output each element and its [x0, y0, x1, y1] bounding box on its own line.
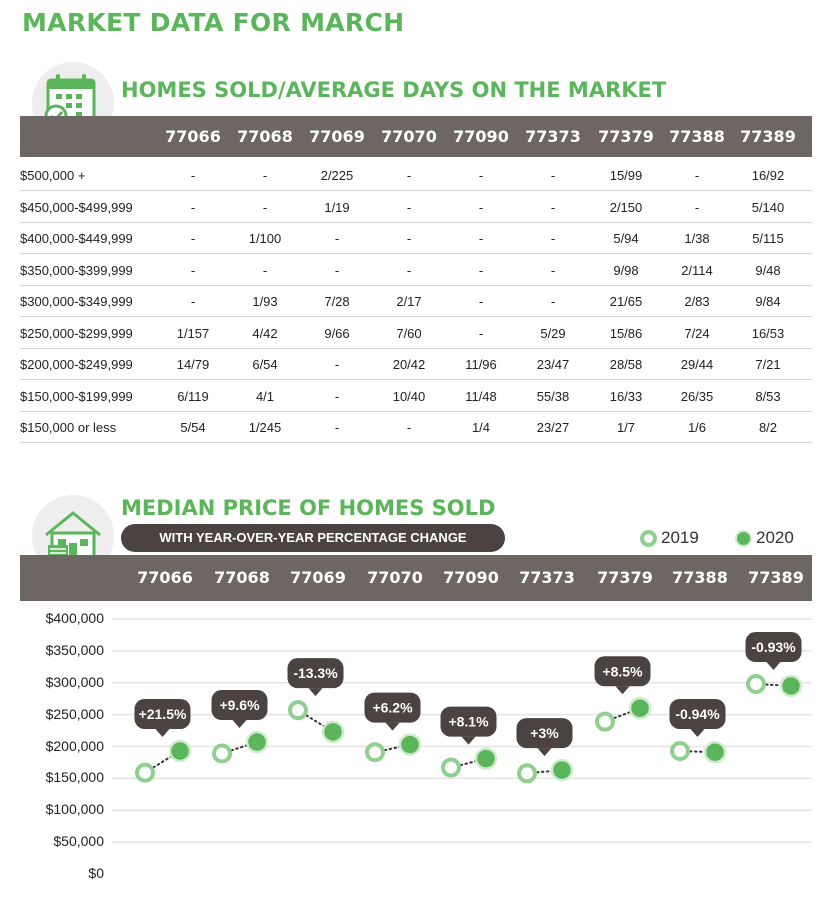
- table-cell: -: [478, 294, 484, 309]
- y-tick-label: $400,000: [45, 610, 104, 626]
- y-tick-label: $200,000: [45, 737, 104, 754]
- change-bubble-pointer: [309, 688, 323, 696]
- row-label: $400,000-$449,999: [20, 231, 133, 246]
- table-cell: 9/66: [324, 325, 350, 341]
- table-cell: -: [694, 168, 700, 183]
- median-price-title: MEDIAN PRICE OF HOMES SOLD: [121, 496, 496, 520]
- table-cell: 9/48: [755, 262, 781, 278]
- table-cell: -: [550, 294, 556, 309]
- change-bubble-pointer: [462, 737, 476, 745]
- table-cell: 8/2: [758, 420, 778, 435]
- row-label: $250,000-$299,999: [20, 325, 133, 341]
- chart-column-header: 77389: [748, 568, 804, 587]
- table-cell: 16/92: [751, 168, 785, 183]
- table-cell: 15/86: [609, 325, 643, 341]
- table-cell: 7/24: [684, 325, 710, 341]
- chart-subtitle: WITH YEAR-OVER-YEAR PERCENTAGE CHANGE: [121, 524, 505, 552]
- change-bubble-pointer: [233, 720, 247, 728]
- table-cell: 4/42: [252, 325, 278, 341]
- chart-column-header: 77070: [367, 568, 423, 587]
- column-header: 77389: [740, 127, 796, 146]
- change-bubble: [212, 690, 268, 728]
- homes-sold-title: HOMES SOLD/AVERAGE DAYS ON THE MARKET: [121, 78, 667, 102]
- table-cell: 2/17: [396, 294, 422, 309]
- table-cell: -: [550, 231, 556, 246]
- change-bubble-pointer: [538, 748, 552, 756]
- change-label: +3%: [530, 725, 559, 742]
- y-tick-label: $100,000: [45, 801, 104, 818]
- point-2020: [247, 732, 267, 752]
- table-cell: -: [406, 420, 412, 435]
- table-cell: 7/28: [324, 294, 350, 309]
- table-cell: -: [406, 231, 412, 246]
- change-bubble: [365, 693, 421, 731]
- point-2019: [748, 676, 764, 692]
- change-bubble: [517, 718, 573, 756]
- point-2019: [597, 714, 613, 730]
- table-cell: 7/60: [396, 325, 422, 341]
- point-2020: [323, 722, 343, 742]
- table-cell: -: [190, 294, 196, 309]
- chart-column-header: 77373: [519, 568, 575, 587]
- change-label: -0.94%: [675, 705, 720, 722]
- change-label: +6.2%: [372, 699, 413, 716]
- table-cell: -: [478, 262, 484, 278]
- table-cell: -: [694, 199, 700, 215]
- table-cell: -: [478, 199, 484, 215]
- table-cell: 5/94: [613, 231, 639, 246]
- table-cell: 16/33: [609, 388, 643, 404]
- table-cell: 5/54: [180, 420, 206, 435]
- point-2019: [367, 744, 383, 760]
- table-cell: 26/35: [680, 388, 714, 404]
- table-cell: 11/48: [465, 388, 497, 404]
- point-2020: [781, 676, 801, 696]
- table-cell: 9/98: [613, 262, 639, 278]
- column-header: 77068: [237, 127, 293, 146]
- row-label: $500,000 +: [20, 168, 86, 183]
- table-cell: -: [406, 262, 412, 278]
- table-cell: 1/4: [471, 420, 491, 435]
- change-bubble-pointer: [386, 723, 400, 731]
- table-cell: -: [334, 388, 340, 404]
- change-bubble: [135, 699, 191, 737]
- table-cell: -: [190, 231, 196, 246]
- table-cell: 1/7: [616, 420, 636, 435]
- table-cell: -: [550, 168, 556, 183]
- row-label: $150,000-$199,999: [20, 388, 133, 404]
- table-cell: -: [334, 420, 340, 435]
- table-cell: -: [190, 199, 196, 215]
- table-cell: -: [406, 199, 412, 215]
- table-cell: 55/38: [536, 388, 570, 404]
- table-cell: 14/79: [176, 357, 210, 372]
- point-2020: [552, 760, 572, 780]
- table-cell: 28/58: [609, 357, 643, 372]
- change-label: -0.93%: [751, 639, 796, 656]
- chart-column-header: 77068: [214, 568, 270, 587]
- table-cell: -: [262, 199, 268, 215]
- table-cell: 8/53: [755, 388, 781, 404]
- column-header: 77069: [309, 127, 365, 146]
- point-2019: [137, 765, 153, 781]
- table-cell: 5/29: [540, 325, 566, 341]
- row-label: $200,000-$249,999: [20, 357, 133, 372]
- y-tick-label: $300,000: [45, 673, 104, 690]
- table-cell: 2/225: [320, 168, 354, 183]
- table-cell: -: [550, 199, 556, 215]
- legend-label-2020: 2020: [756, 528, 794, 547]
- legend-label-2019: 2019: [661, 528, 699, 547]
- table-cell: -: [262, 168, 268, 183]
- change-bubble: [670, 699, 726, 737]
- point-2019: [519, 765, 535, 781]
- chart-column-header: 77066: [137, 568, 193, 587]
- point-2019: [443, 760, 459, 776]
- change-label: +8.5%: [602, 663, 643, 680]
- y-tick-label: $250,000: [45, 705, 104, 722]
- chart-column-header: 77388: [672, 568, 728, 587]
- change-bubble-pointer: [767, 662, 781, 670]
- column-header: 77066: [165, 127, 221, 146]
- y-tick-label: $0: [88, 865, 104, 881]
- change-bubble: [595, 656, 651, 694]
- table-cell: 5/115: [752, 231, 784, 246]
- table-cell: 10/40: [392, 388, 426, 404]
- table-cell: -: [190, 168, 196, 183]
- column-header: 77388: [669, 127, 725, 146]
- table-cell: 16/53: [751, 325, 785, 341]
- table-cell: 1/157: [176, 325, 210, 341]
- table-cell: 9/84: [755, 294, 781, 309]
- point-2020: [400, 735, 420, 755]
- point-2020: [170, 741, 190, 761]
- table-cell: 23/47: [536, 357, 570, 372]
- column-header: 77373: [525, 127, 581, 146]
- table-cell: 4/1: [255, 388, 275, 404]
- table-cell: 23/27: [536, 420, 570, 435]
- table-cell: -: [334, 262, 340, 278]
- change-label: +8.1%: [448, 713, 489, 730]
- table-cell: 11/96: [465, 357, 497, 372]
- point-2020: [630, 698, 650, 718]
- change-bubble: [288, 658, 344, 696]
- table-cell: 1/6: [687, 420, 707, 435]
- table-cell: -: [550, 262, 556, 278]
- chart-column-header: 77379: [597, 568, 653, 587]
- table-cell: -: [334, 231, 340, 246]
- table-cell: 1/245: [248, 420, 282, 435]
- point-2020: [705, 742, 725, 762]
- table-cell: -: [262, 262, 268, 278]
- table-cell: -: [478, 168, 484, 183]
- change-label: -13.3%: [293, 665, 338, 682]
- table-cell: 29/44: [680, 357, 714, 372]
- table-cell: 5/140: [751, 199, 785, 215]
- table-cell: 15/99: [609, 168, 643, 183]
- row-label: $450,000-$499,999: [20, 199, 133, 215]
- point-2019: [290, 702, 306, 718]
- table-cell: 2/150: [609, 199, 643, 215]
- table-cell: 6/54: [252, 357, 278, 372]
- point-2019: [214, 746, 230, 762]
- table-cell: 6/119: [177, 388, 209, 404]
- table-cell: 1/93: [252, 294, 278, 309]
- y-tick-label: $50,000: [53, 833, 104, 850]
- table-cell: 7/21: [755, 357, 781, 372]
- change-bubble-pointer: [156, 729, 170, 737]
- column-header: 77070: [381, 127, 437, 146]
- column-header: 77379: [598, 127, 654, 146]
- row-label: $350,000-$399,999: [20, 262, 133, 278]
- table-cell: 1/100: [248, 231, 282, 246]
- change-label: +21.5%: [138, 705, 187, 722]
- change-label: +9.6%: [219, 697, 260, 714]
- change-bubble: [441, 707, 497, 745]
- point-2019: [672, 743, 688, 759]
- change-bubble-pointer: [616, 686, 630, 694]
- change-bubble: [746, 632, 802, 670]
- column-header: 77090: [453, 127, 509, 146]
- y-tick-label: $150,000: [45, 769, 104, 786]
- table-cell: 1/38: [684, 231, 710, 246]
- table-cell: 2/114: [681, 262, 713, 278]
- y-tick-label: $350,000: [45, 641, 104, 658]
- table-cell: 20/42: [392, 357, 426, 372]
- table-cell: -: [406, 168, 412, 183]
- page-title: MARKET DATA FOR MARCH: [22, 8, 405, 37]
- table-cell: -: [478, 231, 484, 246]
- chart-column-header: 77090: [443, 568, 499, 587]
- change-bubble-pointer: [691, 729, 705, 737]
- table-cell: -: [334, 357, 340, 372]
- row-label: $150,000 or less: [20, 420, 117, 435]
- chart-column-header: 77069: [290, 568, 346, 587]
- row-label: $300,000-$349,999: [20, 294, 133, 309]
- table-cell: -: [478, 325, 484, 341]
- point-2020: [476, 749, 496, 769]
- table-cell: 21/65: [609, 294, 643, 309]
- table-cell: 2/83: [684, 294, 710, 309]
- table-cell: -: [190, 262, 196, 278]
- table-cell: 1/19: [324, 199, 350, 215]
